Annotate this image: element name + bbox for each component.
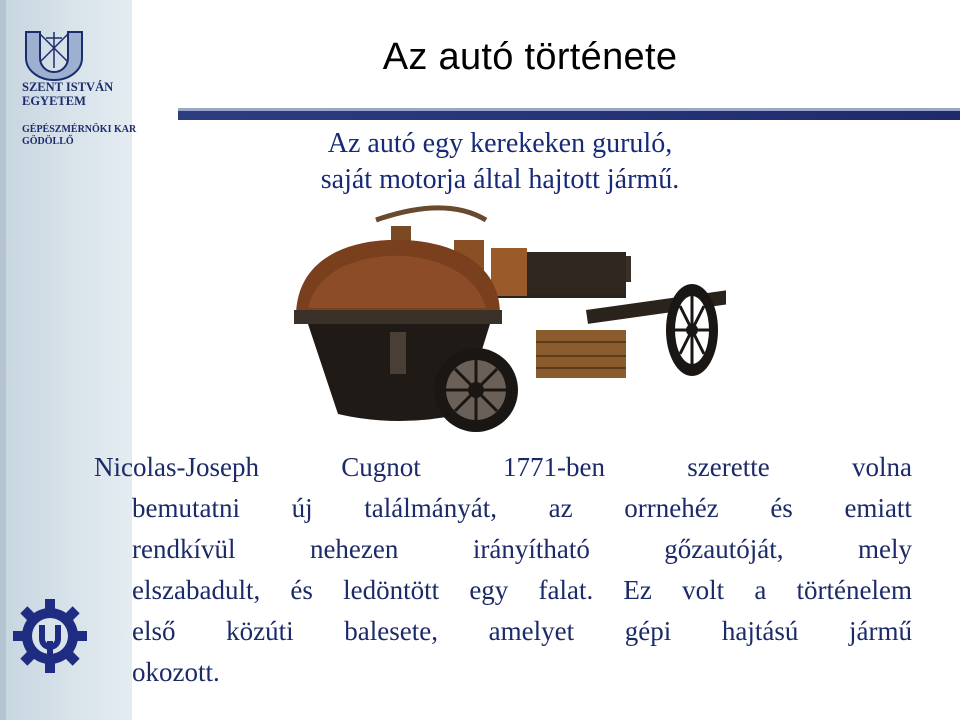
body-word: első <box>132 616 176 646</box>
body-line-5 <box>94 611 912 652</box>
body-word: Nicolas-Joseph <box>94 452 259 482</box>
body-word: szerette <box>687 452 770 482</box>
body-word: volna <box>851 452 912 482</box>
body-word: balesete, <box>344 616 438 646</box>
steam-car-illustration-icon <box>286 202 726 440</box>
body-word: Cugnot <box>341 452 421 482</box>
body-word: új <box>291 493 313 523</box>
logo-text-university: SZENT ISTVÁN <box>22 80 114 94</box>
body-word: jármű <box>849 616 912 646</box>
body-word: orrnehéz <box>624 493 719 523</box>
body-word: történelem <box>796 575 912 605</box>
body-line-2 <box>94 488 912 529</box>
body-word: egy <box>469 575 509 605</box>
body-word: gépi <box>624 616 672 646</box>
body-line-6 <box>94 652 912 693</box>
body-word: falat. <box>538 575 594 605</box>
body-word: mely <box>857 534 912 564</box>
cugnot-steam-car-photo <box>286 202 726 440</box>
title-rule <box>178 111 960 120</box>
body-word: hajtású <box>721 616 799 646</box>
subtitle-line-1: Az autó egy kerekeken guruló, <box>327 128 673 159</box>
body-line-1 <box>94 447 912 488</box>
body-word: amelyet <box>488 616 575 646</box>
university-crest-icon <box>22 28 86 82</box>
body-word: emiatt <box>844 493 912 523</box>
body-word: volt <box>682 575 725 605</box>
body-word: közúti <box>226 616 294 646</box>
body-paragraph <box>94 447 912 693</box>
body-word: Ez <box>623 575 652 605</box>
body-word: nehezen <box>309 534 399 564</box>
subtitle-line-2: saját motorja által hajtott jármű. <box>320 164 680 195</box>
body-word: okozott. <box>132 657 220 687</box>
body-word: elszabadult, <box>132 575 261 605</box>
sidebar-strip <box>0 0 6 720</box>
body-word: és <box>770 493 793 523</box>
body-word: az <box>548 493 573 523</box>
body-word: 1771-ben <box>503 452 605 482</box>
body-word: gőzautóját, <box>664 534 784 564</box>
body-line-3 <box>94 529 912 570</box>
slide-title: Az autó története <box>382 36 678 78</box>
body-word: rendkívül <box>132 534 236 564</box>
body-word: irányítható <box>472 534 590 564</box>
body-word: ledöntött <box>343 575 440 605</box>
body-word: találmányát, <box>364 493 497 523</box>
body-word: és <box>290 575 313 605</box>
body-word: bemutatni <box>132 493 240 523</box>
logo-text-city: GÖDÖLLŐ <box>22 136 74 147</box>
logo-text-egyetem: EGYETEM <box>22 94 86 108</box>
body-line-4 <box>94 570 912 611</box>
body-word: a <box>754 575 767 605</box>
gear-logo-icon <box>9 595 91 677</box>
logo-text-faculty: GÉPÉSZMÉRNÖKI KAR <box>22 124 137 135</box>
slide-subtitle <box>220 126 780 198</box>
